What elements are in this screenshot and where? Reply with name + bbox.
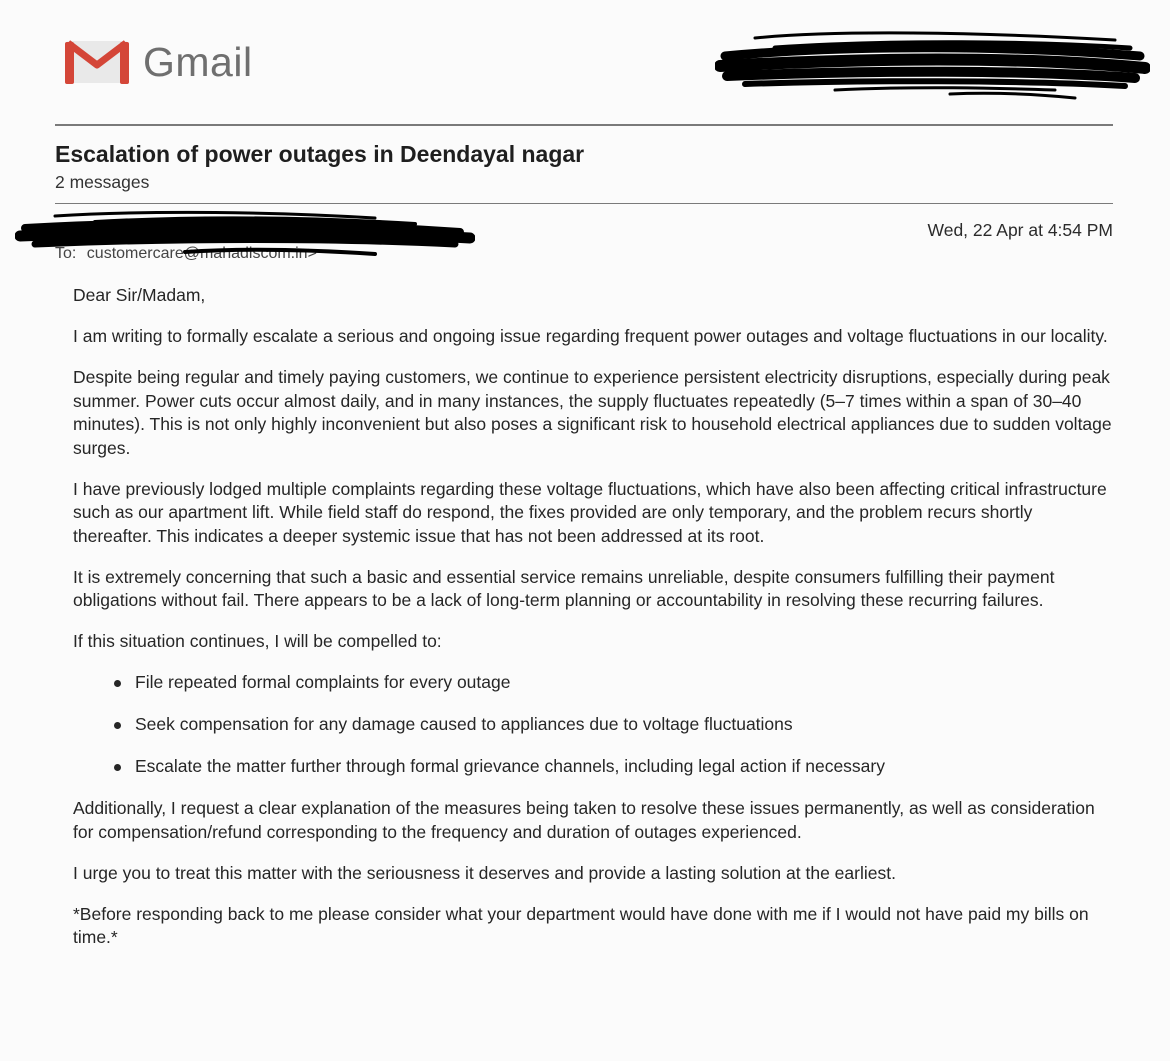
to-label: To: (55, 245, 77, 262)
body-paragraph: It is extremely concerning that such a basic and essential service remains unreliable, despite consumers fulfilling their payment obligations without fail. There appears to be a lack of long-term planning or accountability in resolving these recurring failures. (73, 566, 1055, 610)
message-body (73, 284, 1113, 967)
body-paragraph: I am writing to formally escalate a serious and ongoing issue regarding frequent power outages and voltage fluctuations in our locality. (73, 326, 1108, 346)
list-item-text: Escalate the matter further through formal grievance channels, including legal action if necessary (135, 756, 885, 776)
list-item (73, 755, 1113, 779)
action-list (73, 671, 1113, 779)
body-paragraph: I urge you to treat this matter with the seriousness it deserves and provide a lasting solution at the earliest. (73, 862, 896, 883)
redacted-sender-scribble (15, 208, 475, 270)
list-item-text: File repeated formal complaints for every outage (135, 672, 511, 692)
gmail-wordmark: Gmail (143, 38, 253, 85)
message-count: 2 messages (55, 172, 150, 192)
list-item-text: Seek compensation for any damage caused to appliances due to voltage fluctuations (135, 714, 793, 734)
redacted-account-scribble (715, 26, 1150, 102)
body-paragraph: I have previously lodged multiple complaints regarding these voltage fluctuations, which have also been affecting critical infrastructure such as our apartment lift. While field staff do respond, the fixes provided are only temporary, and the problem recurs shortly thereafter. This indicates a deeper systemic issue that has not been addressed at its root. (73, 478, 1107, 546)
list-item (73, 671, 1113, 695)
header-divider (55, 124, 1113, 126)
message-date: Wed, 22 Apr at 4:54 PM (927, 220, 1113, 240)
gmail-logo (64, 38, 253, 86)
bullet-icon (114, 680, 121, 687)
bullet-icon (114, 722, 121, 729)
gmail-m-icon (64, 38, 130, 86)
thread-subject: Escalation of power outages in Deendayal nagar (55, 141, 585, 167)
bullet-icon (114, 764, 121, 771)
body-paragraph: Additionally, I request a clear explanation of the measures being taken to resolve these issues permanently, as well as consideration for compensation/refund corresponding to the frequency and duration of outages experienced. (73, 798, 1095, 842)
list-item (73, 713, 1113, 737)
greeting: Dear Sir/Madam, (73, 285, 206, 305)
thread-divider (55, 203, 1113, 204)
body-paragraph: If this situation continues, I will be compelled to: (73, 631, 442, 651)
postscript: *Before responding back to me please consider what your department would have done with me if I would not have paid my bills on time.* (73, 903, 1089, 947)
recipient-address: customercare@mahadiscom.in> (86, 245, 317, 262)
body-paragraph: Despite being regular and timely paying customers, we continue to experience persistent electricity disruptions, especially during peak summer. Power cuts occur almost daily, and in many instances, the supply fluctuates repeatedly (5–7 times within a span of 30–40 minutes). This is not only highly inconvenient but also poses a significant risk to household electrical appliances due to sudden voltage surges. (73, 367, 1112, 458)
